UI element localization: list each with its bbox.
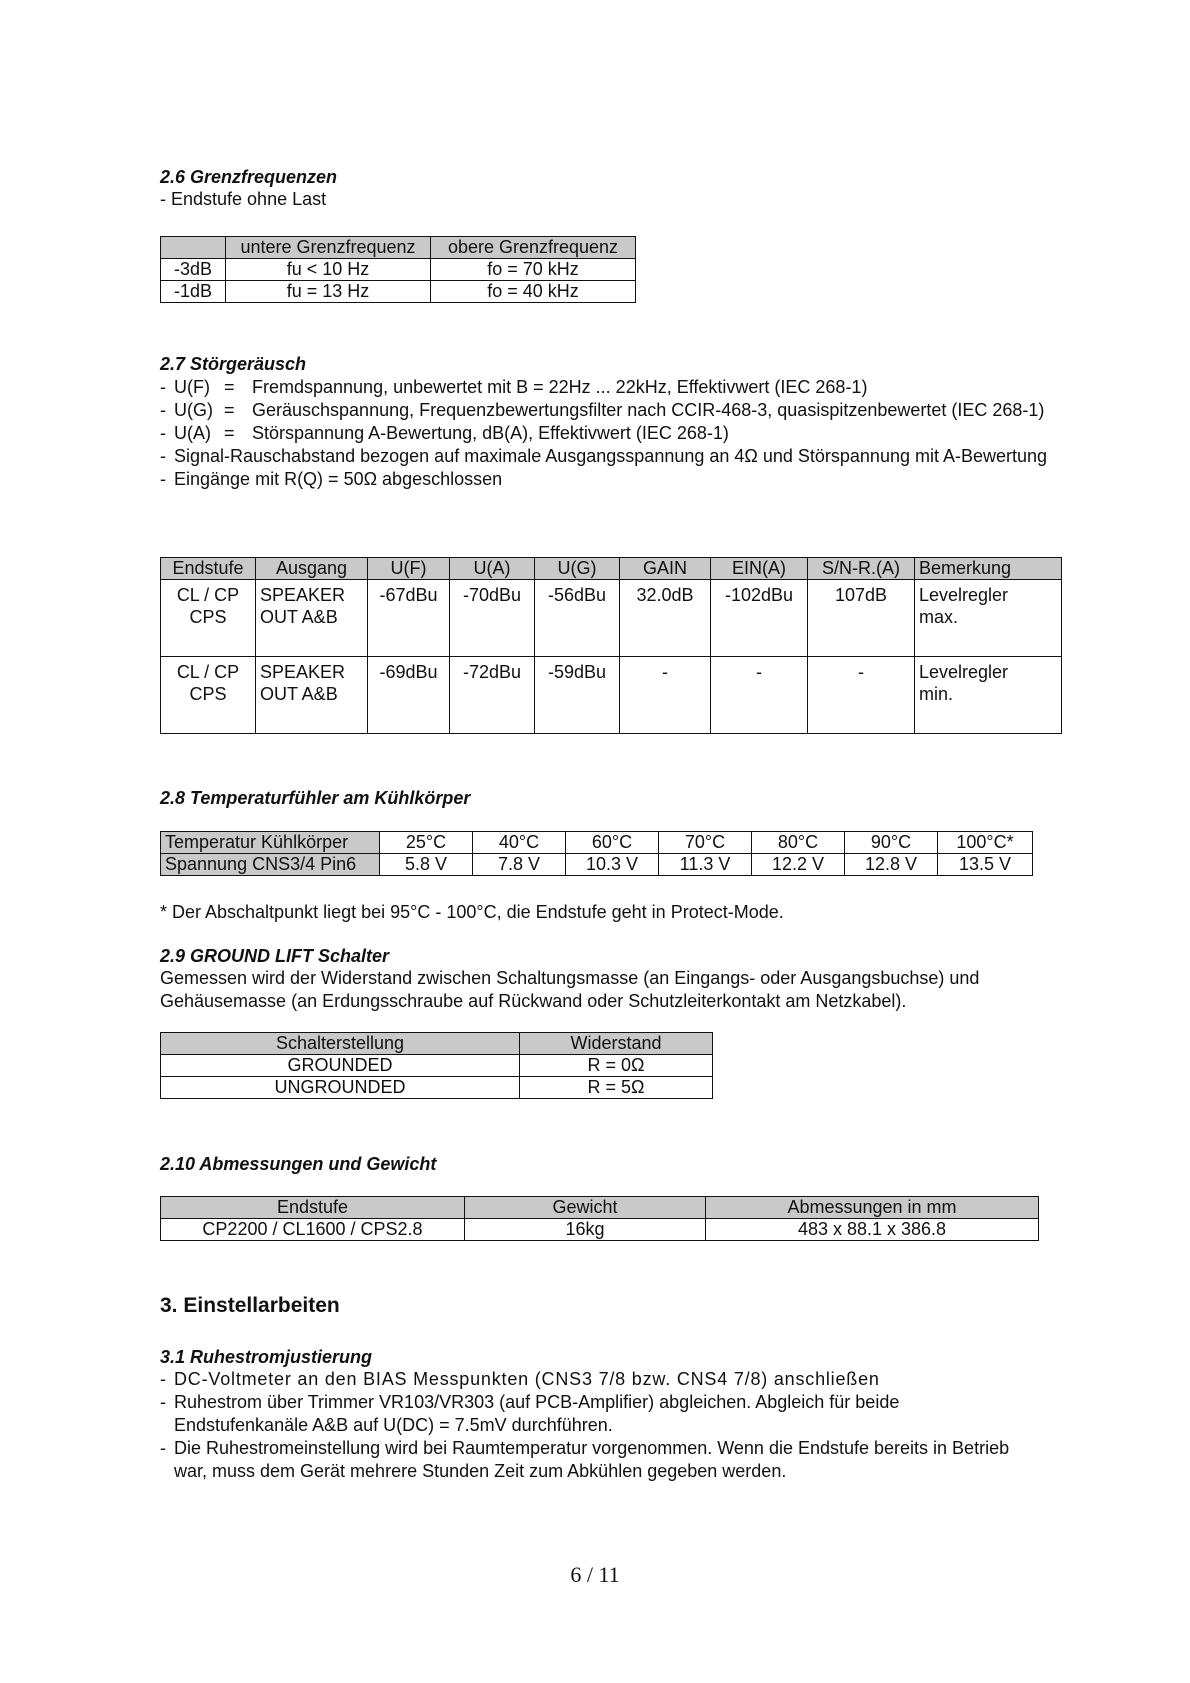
section-subtitle: - Endstufe ohne Last — [160, 189, 327, 209]
table-header: Endstufe — [161, 558, 256, 580]
table-cell: GROUNDED — [161, 1055, 520, 1077]
section-2-7 — [160, 353, 1060, 491]
section-3-1 — [160, 1346, 1020, 1483]
note-item: - Signal-Rauschabstand bezogen auf maximale Ausgangsspannung an 4Ω und Störspannung mit A-Bewertung — [160, 445, 1060, 468]
table-header: S/N-R.(A) — [808, 558, 915, 580]
section-2-8 — [160, 787, 1060, 809]
table-cell: 80°C — [752, 832, 845, 854]
table-header: Endstufe — [161, 1197, 465, 1219]
section-2-10 — [160, 1153, 1060, 1175]
table-row — [161, 281, 636, 303]
definition-text: Fremdspannung, unbewertet mit B = 22Hz ... 22kHz, Effektivwert (IEC 268-1) — [252, 377, 868, 397]
table-header-row — [161, 558, 1062, 580]
chapter-title: 3. Einstellarbeiten — [160, 1294, 340, 1317]
table-cell: -67dBu — [368, 580, 450, 657]
page-number: 6 / 11 — [570, 1562, 620, 1587]
table-cell: R = 5Ω — [520, 1077, 713, 1099]
dimensions-weight-table — [160, 1196, 1039, 1241]
list-item: - Die Ruhestromeinstellung wird bei Raumtemperatur vorgenommen. Wenn die Endstufe bereits in Betrieb war, muss dem Gerät mehrere Stunden Zeit zum Abkühlen gegeben werden. — [160, 1437, 1020, 1483]
table-row — [161, 854, 1033, 876]
table-row — [161, 1077, 713, 1099]
table-cell: fu < 10 Hz — [226, 259, 431, 281]
table-header: untere Grenzfrequenz — [226, 237, 431, 259]
table-cell: -70dBu — [450, 580, 535, 657]
table-cell: - — [711, 657, 808, 734]
table-cell: UNGROUNDED — [161, 1077, 520, 1099]
note-item: - Eingänge mit R(Q) = 50Ω abgeschlossen — [160, 468, 1060, 491]
table-cell: 12.8 V — [845, 854, 938, 876]
table-cell: -69dBu — [368, 657, 450, 734]
table-header: Abmessungen in mm — [706, 1197, 1039, 1219]
table-cell: -3dB — [161, 259, 226, 281]
temperature-note — [160, 901, 1060, 924]
table-header: U(F) — [368, 558, 450, 580]
section-title: 2.8 Temperaturfühler am Kühlkörper — [160, 788, 471, 808]
table-header — [161, 237, 226, 259]
list-item-text: Die Ruhestromeinstellung wird bei Raumtemperatur vorgenommen. Wenn die Endstufe bereits in Betrieb war, muss dem Gerät mehrere Stunden Zeit zum Abkühlen gegeben werden. — [174, 1438, 1010, 1481]
definition-label: U(G) — [174, 400, 213, 420]
table-header: Schalterstellung — [161, 1033, 520, 1055]
table-cell: fo = 40 kHz — [431, 281, 636, 303]
table-cell: -72dBu — [450, 657, 535, 734]
table-cell: -102dBu — [711, 580, 808, 657]
table-cell: 12.2 V — [752, 854, 845, 876]
definition-item: - U(G) = Geräuschspannung, Frequenzbewertungsfilter nach CCIR-468-3, quasispitzenbewertet (IEC 268-1) — [160, 399, 1060, 422]
table-cell: 5.8 V — [380, 854, 473, 876]
table-cell: SPEAKER OUT A&B — [256, 657, 368, 734]
list-item: - Ruhestrom über Trimmer VR103/VR303 (auf PCB-Amplifier) abgleichen. Abgleich für beide Endstufenkanäle A&B auf U(DC) = 7.5mV durchführen. — [160, 1391, 1020, 1437]
table-header: Ausgang — [256, 558, 368, 580]
table-row — [161, 580, 1062, 657]
table-cell: 107dB — [808, 580, 915, 657]
table-cell: 90°C — [845, 832, 938, 854]
section-title: 3.1 Ruhestromjustierung — [160, 1347, 373, 1367]
ground-lift-table — [160, 1032, 713, 1099]
table-cell: -56dBu — [535, 580, 620, 657]
table-header: GAIN — [620, 558, 711, 580]
definition-text: Geräuschspannung, Frequenzbewertungsfilter nach CCIR-468-3, quasispitzenbewertet (IEC 268-1) — [252, 400, 1045, 420]
list-item-text: Ruhestrom über Trimmer VR103/VR303 (auf PCB-Amplifier) abgleichen. Abgleich für beide Endstufenkanäle A&B auf U(DC) = 7.5mV durchführen. — [174, 1392, 900, 1435]
section-title: 2.6 Grenzfrequenzen — [160, 167, 338, 187]
section-title: 2.7 Störgeräusch — [160, 354, 307, 374]
definition-item: - U(F) = Fremdspannung, unbewertet mit B = 22Hz ... 22kHz, Effektivwert (IEC 268-1) — [160, 376, 1060, 399]
table-cell: 7.8 V — [473, 854, 566, 876]
temperature-sensor-table — [160, 831, 1033, 876]
table-cell: CL / CP CPS — [161, 657, 256, 734]
table-cell: Levelregler min. — [915, 657, 1062, 734]
table-cell: 32.0dB — [620, 580, 711, 657]
list-item: - DC-Voltmeter an den BIAS Messpunkten (CNS3 7/8 bzw. CNS4 7/8) anschließen — [160, 1368, 1020, 1391]
table-cell: -1dB — [161, 281, 226, 303]
table-header: U(G) — [535, 558, 620, 580]
table-cell: 70°C — [659, 832, 752, 854]
table-header: Bemerkung — [915, 558, 1062, 580]
table-header: Gewicht — [465, 1197, 706, 1219]
table-header-row — [161, 1033, 713, 1055]
section-2-9 — [160, 945, 1040, 1013]
table-header: EIN(A) — [711, 558, 808, 580]
note-text: Eingänge mit R(Q) = 50Ω abgeschlossen — [174, 469, 503, 489]
table-cell: SPEAKER OUT A&B — [256, 580, 368, 657]
definition-label: U(F) — [174, 377, 210, 397]
section-text: Gemessen wird der Widerstand zwischen Schaltungsmasse (an Eingangs- oder Ausgangsbuchse) und Gehäusemasse (an Erdungsschraube auf Rückwand oder Schutzleiterkontakt am Netzkabel). — [160, 968, 980, 1011]
definition-text: Störspannung A-Bewertung, dB(A), Effektivwert (IEC 268-1) — [252, 423, 729, 443]
table-header: Widerstand — [520, 1033, 713, 1055]
table-cell: 10.3 V — [566, 854, 659, 876]
table-cell: Levelregler max. — [915, 580, 1062, 657]
table-cell: 16kg — [465, 1219, 706, 1241]
table-cell: fo = 70 kHz — [431, 259, 636, 281]
table-header-row — [161, 1197, 1039, 1219]
note-text: Signal-Rauschabstand bezogen auf maximale Ausgangsspannung an 4Ω und Störspannung mit A-Bewertung — [174, 446, 1048, 466]
section-2-6 — [160, 166, 1060, 211]
table-row-header: Temperatur Kühlkörper — [161, 832, 380, 854]
table-cell: - — [620, 657, 711, 734]
table-row — [161, 657, 1062, 734]
noise-table — [160, 557, 1062, 734]
table-header: obere Grenzfrequenz — [431, 237, 636, 259]
table-cell: 40°C — [473, 832, 566, 854]
definition-item: - U(A) = Störspannung A-Bewertung, dB(A), Effektivwert (IEC 268-1) — [160, 422, 1060, 445]
table-row — [161, 1219, 1039, 1241]
table-header-row — [161, 237, 636, 259]
table-cell: 483 x 88.1 x 386.8 — [706, 1219, 1039, 1241]
list-item-text: DC-Voltmeter an den BIAS Messpunkten (CNS3 7/8 bzw. CNS4 7/8) anschließen — [174, 1369, 880, 1389]
table-cell: -59dBu — [535, 657, 620, 734]
section-3 — [160, 1294, 1060, 1318]
table-cell: 60°C — [566, 832, 659, 854]
cutoff-frequency-table — [160, 236, 636, 303]
table-row — [161, 832, 1033, 854]
section-title: 2.9 GROUND LIFT Schalter — [160, 946, 390, 966]
definition-label: U(A) — [174, 423, 211, 443]
table-cell: fu = 13 Hz — [226, 281, 431, 303]
table-cell: CP2200 / CL1600 / CPS2.8 — [161, 1219, 465, 1241]
section-title: 2.10 Abmessungen und Gewicht — [160, 1154, 437, 1174]
table-cell: 13.5 V — [938, 854, 1033, 876]
table-cell: 25°C — [380, 832, 473, 854]
table-cell: 11.3 V — [659, 854, 752, 876]
table-cell: 100°C* — [938, 832, 1033, 854]
table-row — [161, 259, 636, 281]
table-cell: - — [808, 657, 915, 734]
table-row — [161, 1055, 713, 1077]
footnote: * Der Abschaltpunkt liegt bei 95°C - 100°C, die Endstufe geht in Protect-Mode. — [160, 902, 784, 922]
table-row-header: Spannung CNS3/4 Pin6 — [161, 854, 380, 876]
table-cell: CL / CP CPS — [161, 580, 256, 657]
table-cell: R = 0Ω — [520, 1055, 713, 1077]
table-header: U(A) — [450, 558, 535, 580]
